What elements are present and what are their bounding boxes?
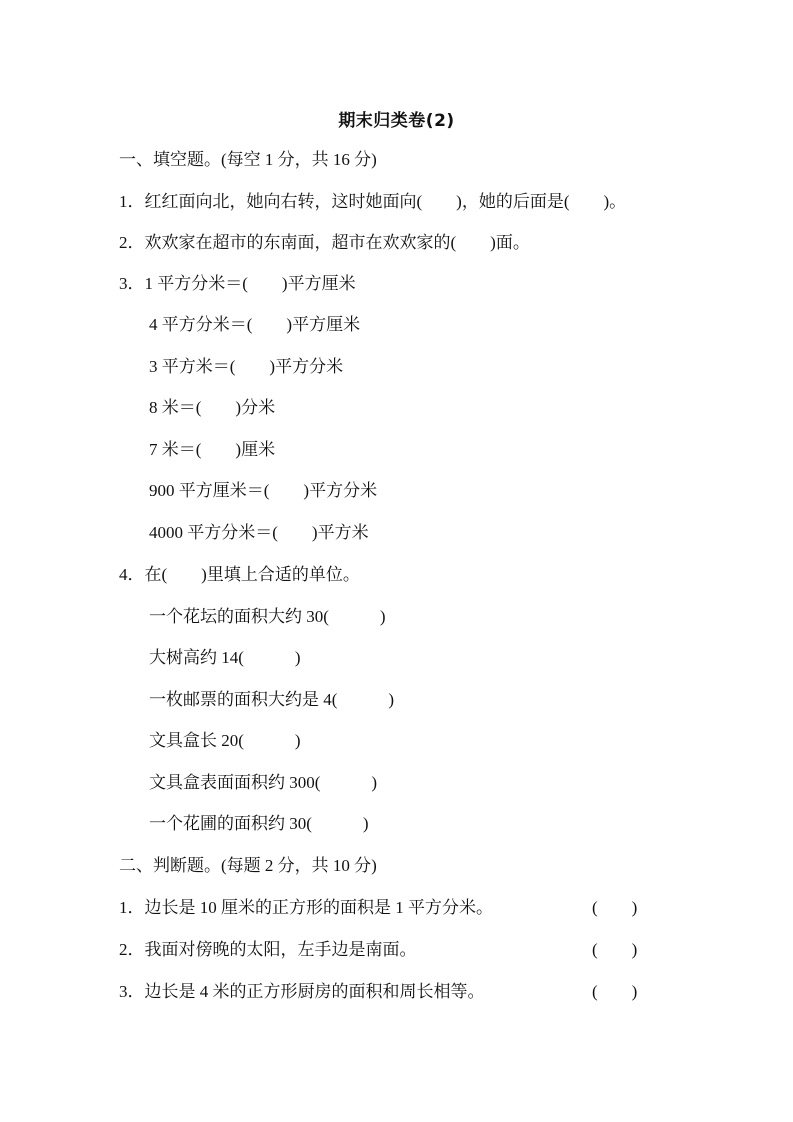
question-3-item: 4000 平方分米＝( )平方米 — [149, 523, 369, 542]
question-4-item: 大树高约 14( ) — [149, 648, 301, 667]
judge-item-text: 1．边长是 10 厘米的正方形的面积是 1 平方分米。 — [119, 898, 493, 917]
question-3-lead: 3．1 平方分米＝( )平方厘米 — [119, 274, 356, 293]
question-4-item: 一枚邮票的面积大约是 4( ) — [149, 690, 395, 709]
question-2: 2．欢欢家在超市的东南面，超市在欢欢家的( )面。 — [119, 233, 530, 252]
question-3-item: 3 平方米＝( )平方分米 — [149, 357, 344, 376]
judge-answer-box: ( ) — [592, 940, 638, 959]
question-3-item: 7 米＝( )厘米 — [149, 440, 276, 459]
question-4-lead: 4．在( )里填上合适的单位。 — [119, 565, 360, 584]
question-3-item: 4 平方分米＝( )平方厘米 — [149, 315, 361, 334]
page-title: 期末归类卷(2) — [338, 111, 455, 131]
judge-answer-box: ( ) — [592, 898, 638, 917]
question-4-item: 文具盒表面面积约 300( ) — [149, 773, 378, 792]
question-1: 1．红红面向北，她向右转，这时她面向( )，她的后面是( )。 — [119, 192, 627, 211]
question-3-item: 900 平方厘米＝( )平方分米 — [149, 481, 378, 500]
question-4-item: 一个花圃的面积约 30( ) — [149, 814, 369, 833]
section2-heading: 二、判断题。(每题 2 分，共 10 分) — [119, 856, 377, 875]
section1-heading: 一、填空题。(每空 1 分，共 16 分) — [119, 150, 377, 169]
judge-item-text: 3．边长是 4 米的正方形厨房的面积和周长相等。 — [119, 982, 485, 1001]
question-4-item: 文具盒长 20( ) — [149, 731, 301, 750]
question-3-item: 8 米＝( )分米 — [149, 398, 276, 417]
judge-item-text: 2．我面对傍晚的太阳，左手边是南面。 — [119, 940, 417, 959]
judge-answer-box: ( ) — [592, 982, 638, 1001]
question-4-item: 一个花坛的面积大约 30( ) — [149, 607, 386, 626]
